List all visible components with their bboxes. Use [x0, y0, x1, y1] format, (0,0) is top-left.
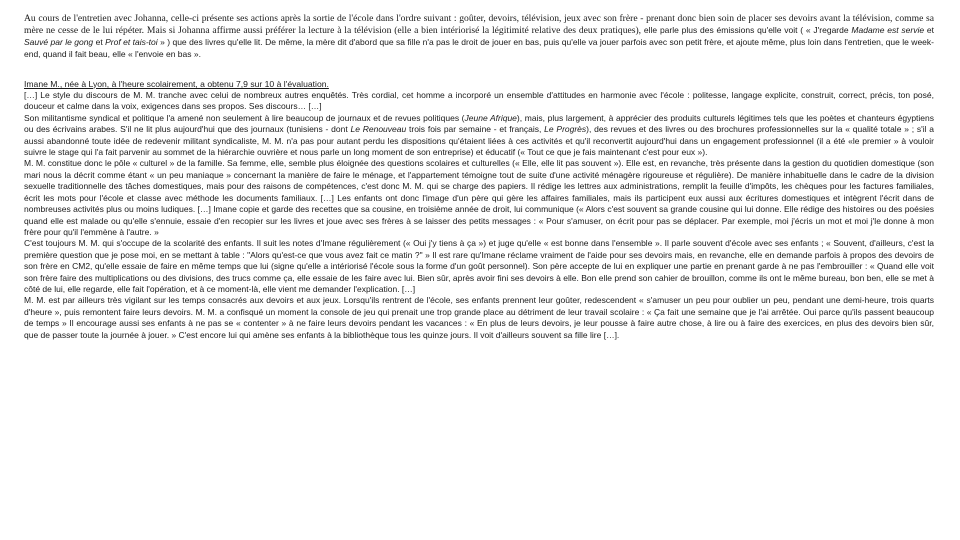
document-page [24, 13, 934, 341]
body-paragraph-4: C'est toujours M. M. qui s'occupe de la scolarité des enfants. Il suit les notes d'Imane régulièrement (« Oui j'y tiens à ça ») et juge qu'elle « est bonne dans l'ensemble ». Il parle souvent d'école avec ses enfants ; « Souvent, d'ailleurs, c'est la première question que je pose moi, en se mettant à table : "Alors qu'est-ce que vous avez fait ce matin ?" » Il est rare qu'Imane réclame vraiment de l'aide pour ses devoirs mais, en revanche, elle en demande parfois à propos des devoirs de son frère en CM2, qu'elle essaie de faire en même temps que lui (signe qu'elle a intériorisé l'école sous la forme d'un goût personnel). Son père accepte de lui en expliquer une partie en prenant garde à ne pas l'embrouiller : « Quand elle voit son frère faire des multiplications ou des divisions, des trucs comme ça, elle essaie de les faire avec lui. Bien sûr, après avoir fini ses devoirs à elle. Bon elle prend son cahier de brouillon, comme ils ont le même bureau, bon ben, elle se met à côté de lui, elle regarde, elle fait l'opération, et à ce moment-là, elle vient me demander l'explication. […] [24, 238, 934, 294]
case-study-body [24, 90, 934, 341]
intro-and-2: et [95, 36, 103, 47]
p2-part-c: trois fois par semaine - et français, [409, 124, 542, 135]
intro-paragraph [24, 13, 934, 61]
p2-part-d: ), des revues et des livres ou des brochures professionnelles sur la « qualité totale » ; s'il a aussi abandonné toute idée de redevenir militant syndicaliste, M. M. n'a pas pour autant perdu les dispositions qu'étaient liées à ces activités et qu'il reconvertit aujourd'hui dans un engagement professionnel (il a été «le premier » à vouloir suivre le stage qui l'a fait parvenir au sommet de la hiérarchie ouvrière et nous parle un long moment de son entreprise) et éducatif (« Tout ce que je fais maintenant c'est pour eux »). [24, 124, 934, 158]
journal-title-2: Le Renouveau [350, 124, 407, 135]
tv-show-3: Prof et tais-toi [105, 36, 158, 47]
body-paragraph-1: […] Le style du discours de M. M. tranche avec celui de nombreux autres enquêtés. Très cordial, cet homme a incorporé un ensemble d'attitudes en harmonie avec l'école : politesse, langage explicite, construit, correct, précis, ton posé, douceur et calme dans la voix, exigences dans ses propos. Ses discours… […] [24, 90, 934, 112]
journal-title-1: Jeune Afrique [464, 112, 517, 123]
intro-and-1: et [926, 24, 934, 35]
section-heading: Imane M., née à Lyon, à l'heure scolairement, a obtenu 7,9 sur 10 à l'évaluation. [24, 78, 329, 89]
intro-quote-start: elle parle plus des émissions qu'elle voit ( « J'regarde [643, 24, 849, 35]
intro-quote-end: » ) que des livres qu'elle lit. De même, la mère dit d'abord que sa fille n'a pas le droit de jouer en bas, puis qu'elle va jouer parfois avec son petit frère, et ajoute même, plus loin dans l'entretien, que le week-end, quand il fait beau, elle « l'envoie en bas ». [24, 36, 934, 59]
body-paragraph-5: M. M. est par ailleurs très vigilant sur les temps consacrés aux devoirs et aux jeux. Lorsqu'ils rentrent de l'école, ses enfants prennent leur goûter, redescendent « s'amuser un peu pour oublier un peu, pendant une demi-heure, trois quarts d'heure », puis remontent faire leurs devoirs. M. M. a confisqué un moment la console de jeu qui prenait une trop grande place au détriment de leur travail scolaire : « Ça fait une semaine que je l'ai arrêtée. Oui parce qu'ils passent beaucoup de temps » Il encourage aussi ses enfants à ne pas se « contenter » à ne faire leurs devoirs pendant les vacances : « En plus de leurs devoirs, je leur pousse à faire autre chose, à lire ou à faire des exercices, en plus des devoirs bien sûr, que de passer toute la journée à jouer. » C'est encore lui qui amène ses enfants à la bibliothèque tous les quinze jours. Il voit d'ailleurs souvent sa fille lire […]. [24, 295, 934, 340]
journal-title-3: Le Progrès [544, 124, 587, 135]
intro-text-1: Au cours de l'entretien avec Johanna, celle-ci présente ses actions après la sortie de l'école dans l'ordre suivant : goûter, devoirs, télévision, jeux avec son frère - prenant donc bien soin de placer ses devoirs avant la télévision, comme sa mère ne cesse de le lui répéter. Mais si Johanna affirme aussi préférer la lecture à la télévision (elle a bien intériorisé la légitimité relative des deux pratiques), [24, 13, 934, 36]
body-paragraph-3: M. M. constitue donc le pôle « culturel » de la famille. Sa femme, elle, semble plus éloignée des questions scolaires et culturelles (« Elle, elle lit pas souvent »). Elle est, en revanche, très présente dans la gestion du quotidien domestique (son mari nous la décrit comme étant « un peu maniaque » concernant la manière de faire le ménage, et l'appartement témoigne tout de suite d'une activité ménagère rigoureuse et régulière). De manière inhabituelle dans le cadre de la division sexuelle traditionnelle des tâches domestiques, mais pour des raisons de compétences, c'est donc M. M. qui se charge des papiers. Il rédige les lettres aux administrations, remplit la feuille d'impôts, les chèques pour les factures familiales, écrit les mots pour l'école et classe avec méthode les documents familiaux. […] Les enfants ont donc l'image d'un père qui gère les affaires familiales, mais ils participent eux aussi aux écritures domestiques et intègrent l'écrit dans de nombreuses activités plus ou moins ludiques. […] Imane copie et garde des recettes que sa cousine, en troisième année de droit, lui communique (« Alors c'est souvent sa grande cousine qui lui donne. Elle rédige des histoires ou des poésies quand elle est malade ou qu'elle s'ennuie, essaie d'en recopier sur les livres et joue avec ses frères à se laisser des petits messages : « Pour s'amuser, on écrit pour pas se déplacer. Par exemple, moi j'écris un mot et moi j'le donne à mon frère pour qu'il l'emmène à l'autre. » [24, 158, 934, 237]
tv-show-2: Sauvé par le gong [24, 36, 94, 47]
body-paragraph-2 [24, 113, 934, 159]
p2-part-a: Son militantisme syndical et politique l'a amené non seulement à lire beaucoup de journaux et de revues politiques ( [24, 112, 465, 123]
p2-part-b: ), mais, plus largement, à apprécier des produits culturels légitimes tels que les poètes et chanteurs égyptiens ou des écrivains arabes. S'il ne lit plus aujourd'hui que des journaux (tunisiens - dont [24, 112, 934, 135]
tv-show-1: Madame est servie [851, 24, 925, 35]
